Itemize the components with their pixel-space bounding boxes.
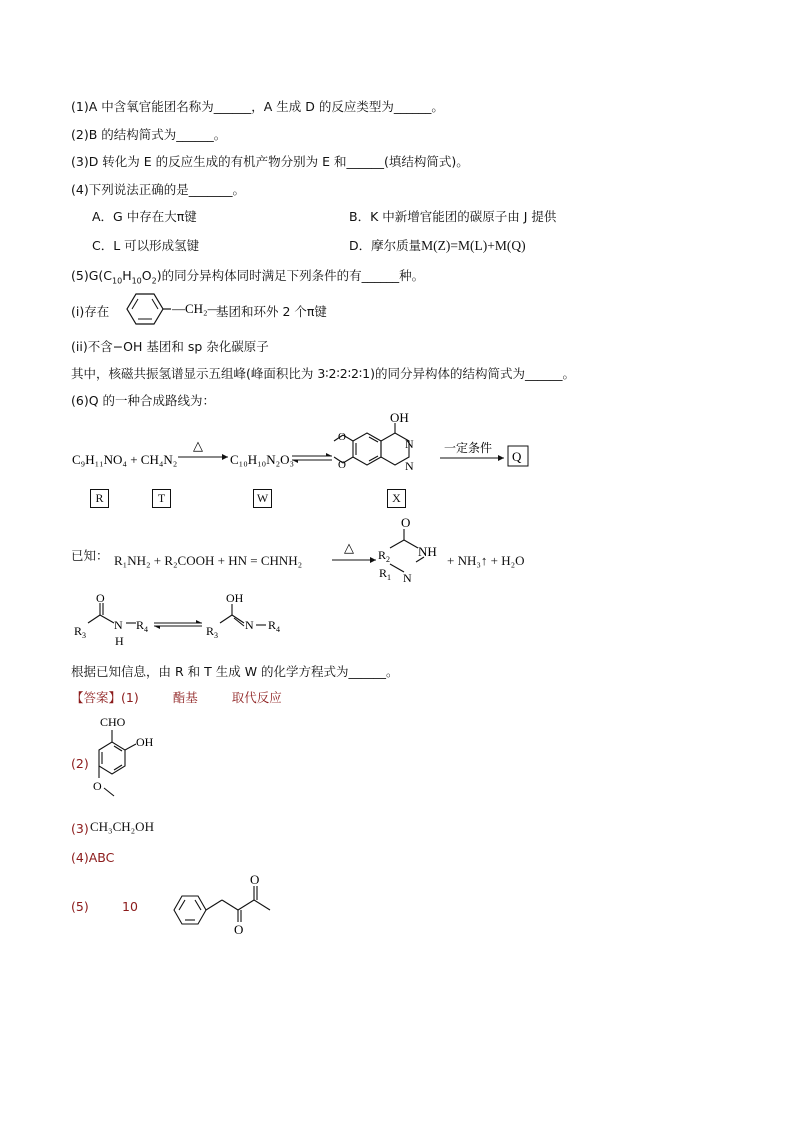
route-heat: △	[193, 438, 203, 453]
svg-text:3: 3	[82, 631, 86, 640]
answer-5-count: 10	[122, 899, 138, 914]
q5-h: H	[122, 268, 132, 283]
route-reactants: C₉H₁₁NO₄ + CH₄N₂	[72, 452, 178, 467]
svg-text:N: N	[403, 571, 412, 585]
answer-1-value-1: 酯基	[172, 690, 198, 705]
answer-5-num: (5)	[71, 899, 89, 914]
q5-sub2: 10	[131, 276, 142, 286]
q5-sub3: 2	[151, 276, 157, 286]
route-q-label: Q	[512, 449, 522, 464]
route-w-formula: C₁₀H₁₀N₂O₃	[230, 452, 295, 467]
svg-text:O: O	[93, 779, 102, 793]
svg-text:O: O	[401, 515, 411, 530]
question-2: (2)B 的结构简式为______。	[71, 127, 227, 142]
answer-2-num: (2)	[71, 756, 89, 771]
question-3: (3)D 转化为 E 的反应生成的有机产物分别为 E 和______(填结构简式)。	[71, 154, 469, 169]
synthesis-route	[60, 410, 580, 485]
svg-text:O: O	[338, 431, 346, 443]
label-x: X	[387, 489, 406, 508]
option-d	[349, 236, 526, 254]
route-condition: 一定条件	[444, 441, 493, 455]
svg-text:CHO: CHO	[100, 715, 126, 729]
label-t: T	[152, 489, 171, 508]
svg-text:OH: OH	[390, 410, 409, 425]
known-heat: △	[344, 540, 354, 555]
svg-text:R: R	[74, 624, 83, 638]
answer-5-structure	[168, 870, 298, 940]
option-a: A．G 中存在大π键	[92, 209, 197, 224]
answer-1-value-2: 取代反应	[231, 690, 282, 705]
answer-line-1	[71, 688, 282, 706]
option-d-label: D．摩尔质量	[349, 238, 422, 253]
svg-text:H: H	[115, 634, 124, 648]
answer-1-num: (1)	[121, 690, 139, 705]
svg-text:3: 3	[214, 631, 218, 640]
answer-4: (4)ABC	[71, 850, 115, 865]
svg-text:R: R	[378, 548, 387, 562]
q5-prefix: (5)G(C	[71, 268, 112, 283]
svg-text:OH: OH	[226, 591, 244, 605]
svg-text:OH: OH	[136, 735, 154, 749]
svg-text:4: 4	[144, 625, 148, 634]
svg-text:2: 2	[386, 555, 390, 564]
svg-text:N: N	[245, 618, 254, 632]
svg-text:NH: NH	[418, 544, 437, 559]
svg-text:4: 4	[276, 625, 280, 634]
svg-text:R: R	[379, 566, 388, 580]
option-b: B．K 中新增官能团的碳原子由 J 提供	[349, 209, 557, 224]
question-1: (1)A 中含氧官能团名称为______，A 生成 D 的反应类型为______。	[71, 99, 444, 114]
question-4: (4)下列说法正确的是_______。	[71, 182, 245, 197]
known-product-structure	[330, 515, 450, 595]
known-reactants: R₁NH₂ + R₂COOH + HN = CHNH₂	[114, 553, 303, 568]
answer-2-structure	[84, 710, 174, 810]
svg-text:N: N	[405, 437, 414, 451]
svg-text:O: O	[338, 459, 346, 471]
condition-1-text: 基团和环外 2 个π键	[216, 304, 327, 319]
q5-suffix: )的同分异构体同时满足下列条件的有______种。	[156, 268, 425, 283]
svg-text:N: N	[114, 618, 123, 632]
svg-text:N: N	[405, 459, 414, 473]
svg-text:O: O	[250, 872, 260, 887]
known-label: 已知：	[71, 548, 109, 563]
condition-1-label: (i)存在	[71, 304, 110, 319]
answer-3-num: (3)	[71, 821, 89, 836]
svg-text:R: R	[206, 624, 215, 638]
tautomer-structure	[70, 593, 300, 653]
option-d-formula: M(Z)=M(L)+M(Q)	[421, 238, 526, 253]
label-w: W	[253, 489, 272, 508]
condition-2: (ii)不含−OH 基团和 sp 杂化碳原子	[71, 339, 269, 354]
answer-3-formula: CH₃CH₂OH	[90, 819, 154, 834]
question-6: (6)Q 的一种合成路线为：	[71, 393, 216, 408]
option-c: C．L 可以形成氢键	[92, 238, 200, 253]
benzyl-structure	[115, 290, 221, 328]
answer-label: 【答案】	[71, 690, 122, 705]
q5-sub1: 10	[112, 276, 123, 286]
nmr-question: 其中，核磁共振氢谱显示五组峰(峰面积比为 3∶2∶2∶2∶1)的同分异构体的结构简式为______。	[71, 366, 576, 381]
svg-text:R: R	[136, 618, 145, 632]
svg-text:R: R	[268, 618, 277, 632]
benzyl-ch2-label: —CH₂—	[172, 301, 221, 316]
label-r: R	[90, 489, 109, 508]
svg-text:O: O	[96, 591, 105, 605]
q5-o: O	[141, 268, 152, 283]
known-byproducts: + NH₃↑ + H₂O	[447, 553, 525, 568]
question-6-equation: 根据已知信息，由 R 和 T 生成 W 的化学方程式为______。	[71, 664, 399, 679]
question-5	[71, 266, 424, 286]
svg-text:1: 1	[387, 573, 391, 582]
svg-text:O: O	[234, 922, 244, 937]
